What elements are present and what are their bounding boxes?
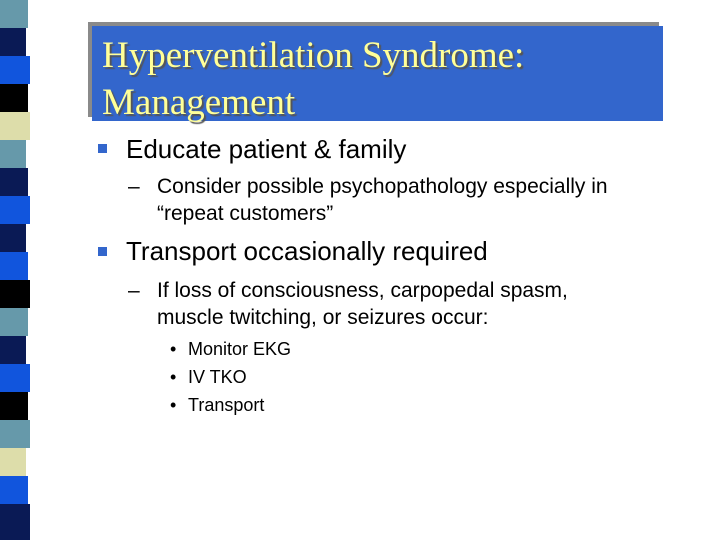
stripe (0, 252, 28, 280)
stripe (0, 448, 26, 476)
sub-sub-bullet-monitor-ekg: Monitor EKG (188, 339, 292, 359)
bullet-square-icon (98, 144, 107, 153)
dot-marker: • (170, 395, 177, 415)
dash-marker: – (128, 175, 140, 198)
stripe (0, 308, 28, 336)
stripe (0, 364, 30, 392)
sub-sub-bullet-transport: Transport (188, 395, 265, 415)
sub-sub-bullet-iv-tko: IV TKO (188, 367, 247, 387)
bullet-transport: Transport occasionally required (126, 236, 488, 266)
stripe (0, 420, 30, 448)
stripe (0, 0, 28, 28)
decorative-stripe-bar (0, 0, 66, 540)
stripe (0, 476, 28, 504)
stripe (0, 196, 30, 224)
stripe (0, 56, 30, 84)
bullet-square-icon (98, 247, 107, 256)
stripe (0, 392, 28, 420)
bullet-educate: Educate patient & family (126, 134, 407, 164)
stripe (0, 280, 30, 308)
sub-bullet-conditions: If loss of consciousness, carpopedal spasm, muscle twitching, or seizures occur: (157, 279, 568, 329)
dot-marker: • (170, 339, 177, 359)
stripe (0, 84, 28, 112)
sub-bullet-psychopathology: Consider possible psychopathology especially in “repeat customers” (157, 175, 608, 225)
stripe (0, 140, 26, 168)
stripe (0, 112, 30, 140)
slide-title: Hyperventilation Syndrome: Management (102, 35, 525, 123)
stripe (0, 504, 30, 540)
stripe (0, 28, 26, 56)
stripe (0, 168, 28, 196)
dot-marker: • (170, 367, 177, 387)
dash-marker: – (128, 279, 140, 302)
stripe (0, 224, 26, 252)
stripe (0, 336, 26, 364)
